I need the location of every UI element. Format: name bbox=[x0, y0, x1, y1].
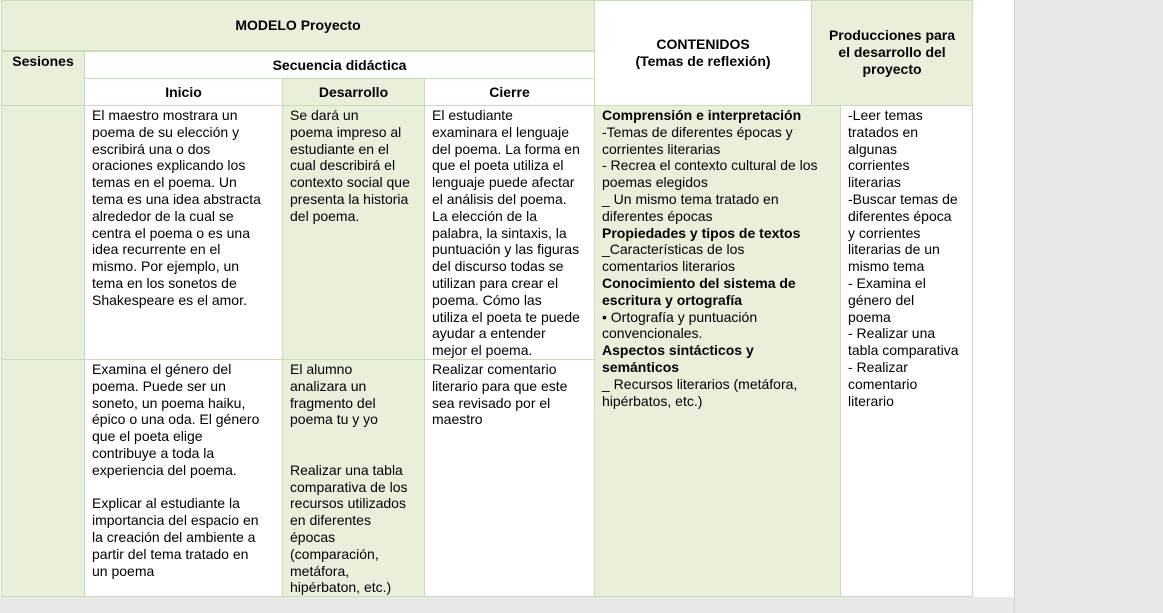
producciones-header bbox=[811, 0, 973, 106]
row2-cierre: Realizar comentario literario para que este sea revisado por el maestro bbox=[424, 359, 595, 597]
document-margin-right bbox=[1014, 0, 1163, 613]
inicio-label: Inicio bbox=[165, 83, 202, 100]
contenidos-item: - Recrea el contexto cultural de los poemas elegidos bbox=[602, 157, 818, 191]
contenidos-header bbox=[594, 0, 812, 106]
row1-cierre: El estudiante examinara el lenguaje del poema. La forma en que el poeta utiliza el lenguaje puede afectar el análisis del poema. La elección de la palabra, la sintaxis, la puntuación y las figuras del discurso todas se utilizan para crear el poema. Cómo las utiliza el poeta te puede ayudar a entender mejor el poema. bbox=[424, 105, 595, 360]
row2-desarrollo: El alumno analizara un fragmento del poema tu y yo Realizar una tabla comparativa de los recursos utilizados en diferentes épocas (comparación, metáfora, hipérbaton, etc.) bbox=[282, 359, 425, 597]
modelo-title: MODELO Proyecto bbox=[235, 17, 361, 34]
row2-inicio: Examina el género del poema. Puede ser un soneto, un poema haiku, épico o una oda. El género que el poeta elige contribuye a toda la experiencia del poema. Explicar al estudiante la importancia del espacio en la creación del ambiente a partir del tema tratado en un poema bbox=[84, 359, 283, 597]
contenidos-item: _Características de los comentarios literarios bbox=[602, 241, 745, 275]
row1-inicio: El maestro mostrara un poema de su elección y escribirá una o dos oraciones explicando los temas en el poema. Un tema es una idea abstracta alrededor de la cual se centra el poema o es una idea recurrente en el mismo. Por ejemplo, un tema en los sonetos de Shakespeare es el amor. bbox=[84, 105, 283, 360]
sesion-cell-2 bbox=[1, 359, 85, 597]
desarrollo-label: Desarrollo bbox=[318, 83, 389, 100]
producciones-cell: -Leer temas tratados en algunas corrientes literarias -Buscar temas de diferentes época y corrientes literarias de un mismo tema - Examina el género del poema - Realizar una tabla comparativa - Realizar comentario literario bbox=[840, 105, 973, 597]
sesion-cell-1 bbox=[1, 105, 85, 360]
secuencia-header bbox=[84, 51, 595, 79]
sesiones-header bbox=[1, 51, 85, 106]
contenidos-cell bbox=[594, 105, 841, 597]
sesiones-label: Sesiones bbox=[12, 53, 74, 69]
contenidos-heading: Comprensión e interpretación bbox=[602, 107, 802, 123]
contenidos-item: _ Un mismo tema tratado en diferentes épocas bbox=[602, 190, 779, 224]
contenidos-heading: Conocimiento del sistema de escritura y ortografía bbox=[602, 274, 796, 308]
contenidos-item: _ Recursos literarios (metáfora, hipérbatos, etc.) bbox=[602, 375, 798, 409]
secuencia-label: Secuencia didáctica bbox=[272, 56, 407, 73]
cierre-label: Cierre bbox=[489, 83, 530, 100]
inicio-header bbox=[84, 78, 283, 106]
producciones-label: Producciones para el desarrollo del proyecto bbox=[828, 27, 956, 77]
contenidos-heading: Propiedades y tipos de textos bbox=[602, 224, 801, 241]
contenidos-item: • Ortografía y puntuación convencionales. bbox=[602, 308, 758, 342]
document-margin-bottom bbox=[0, 597, 1014, 613]
contenidos-title: CONTENIDOS bbox=[656, 36, 750, 53]
contenidos-subtitle: (Temas de reflexión) bbox=[635, 53, 771, 69]
contenidos-heading: Aspectos sintácticos y semánticos bbox=[602, 342, 754, 375]
row1-desarrollo: Se dará un poema impreso al estudiante en el cual describirá el contexto social que presenta la historia del poema. bbox=[282, 105, 425, 360]
contenidos-item: -Temas de diferentes épocas y corrientes literarias bbox=[602, 123, 793, 157]
cierre-header bbox=[424, 78, 595, 106]
modelo-header bbox=[1, 0, 595, 51]
desarrollo-header bbox=[282, 78, 425, 106]
